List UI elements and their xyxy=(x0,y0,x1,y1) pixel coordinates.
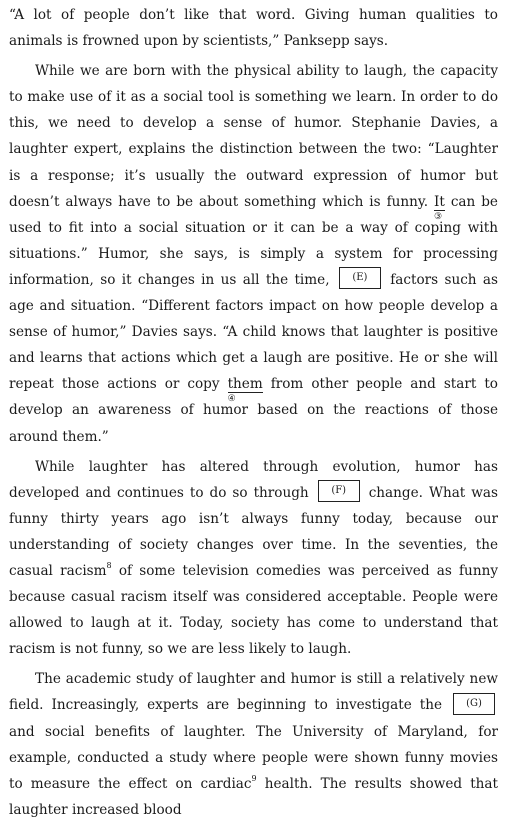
footnote-8: 8 xyxy=(106,560,112,570)
paragraph-2-sentence-3: factors such as age and situation. “Different factors impact on how people develop a sense of humor,” Davies says. “A child knows that laughter is positive and learns that actions which get a laugh are positive. He or she will repeat those actions or copy xyxy=(9,271,498,393)
marker-3: ③ xyxy=(434,211,443,222)
paragraph-3-sentence-3: of some television comedies was perceived as funny because casual racism itself was considered acceptable. People were allowed to laugh at it. Today, society has come to understand that racism is not funny, so we are less likely to laugh. xyxy=(9,562,499,658)
paragraph-3-sentence-1: While laughter has altered through evolution, humor has developed and continues to do so through xyxy=(9,458,498,501)
paragraph-4-sentence-2: and social benefits of laughter. The University of Maryland, for example, conducted a study where people were shown funny movies to measure the effect on cardiac xyxy=(9,723,498,792)
blank-box-g: (G) xyxy=(453,693,495,715)
underlined-word-3 xyxy=(434,193,445,222)
marker-4: ④ xyxy=(227,394,236,405)
paragraph-2-sentence-2: can be used to fit into a social situation or it can be a way of coping with situations.” Humor, she says, is simply a system for processing information, so it changes in us all the time, xyxy=(9,193,498,288)
paragraph-4-sentence-1: The academic study of laughter and humor is still a relatively new field. Increasingly, experts are beginning to investigate the xyxy=(9,671,498,714)
paragraph-4 xyxy=(9,666,498,823)
paragraph-2 xyxy=(9,58,498,449)
underlined-word-4 xyxy=(227,376,263,405)
underlined-word-4-text: them xyxy=(227,376,263,393)
underlined-word-3-text: It xyxy=(434,193,445,210)
paragraph-1-text: “A lot of people don’t like that word. Giving human qualities to animals is frowned upon by scientists,” Panksepp says. xyxy=(9,7,498,50)
paragraph-3 xyxy=(9,454,498,663)
blank-box-e: (E) xyxy=(339,267,381,289)
paragraph-1 xyxy=(9,2,498,54)
paragraph-3-sentence-2: change. What was funny thirty years ago isn’t always funny today, because our understanding of society changes over time. In the seventies, the casual racism xyxy=(9,484,498,579)
paragraph-2-sentence-1: While we are born with the physical ability to laugh, the capacity to make use of it as a social tool is something we learn. In order to do this, we need to develop a sense of humor. Stephanie Davies, a laughter expert, explains the distinction between the two: “Laughter is a response; it’s usually the outward expression of humor but doesn’t always have to be about something which is funny. xyxy=(9,63,498,210)
paragraph-2-sentence-4: from other people and start to develop an awareness of humor based on the reactions of those around them.” xyxy=(9,376,498,445)
blank-box-f: (F) xyxy=(318,480,360,502)
paragraph-4-sentence-3: health. The results showed that laughter increased blood xyxy=(9,775,498,818)
footnote-9: 9 xyxy=(251,773,257,783)
